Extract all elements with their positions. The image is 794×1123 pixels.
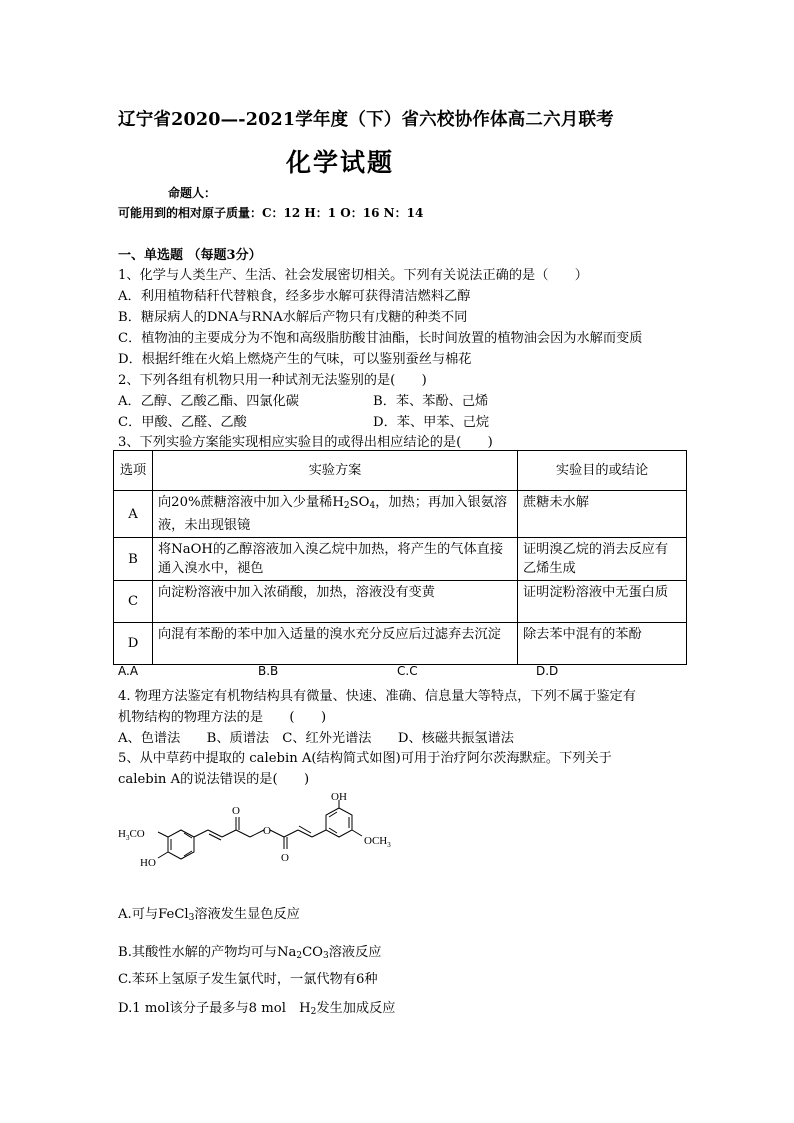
q5-option-c: C.苯环上氢原子发生氯代时，一氯代物有6种 bbox=[118, 972, 378, 987]
row-option: B bbox=[114, 538, 153, 581]
q5-stem-line1: 5、从中草药中提取的 calebin A(结构简式如图)可用于治疗阿尔茨海默症。下列关于 bbox=[118, 751, 612, 766]
q1-option-c: C．植物油的主要成分为不饱和高级脂肪酸甘油酯，长时间放置的植物油会因为水解而变质 bbox=[118, 331, 643, 346]
header-goal: 实验目的或结论 bbox=[518, 451, 687, 491]
q3-answer-d: D.D bbox=[536, 664, 559, 678]
ketone-oxygen-label: O bbox=[232, 805, 240, 817]
atomic-masses: 可能用到的相对原子质量：C：12 H：1 O：16 N：14 bbox=[118, 206, 424, 220]
calebin-a-structure bbox=[118, 792, 428, 892]
row-goal: 蔗糖未水解 bbox=[518, 491, 687, 538]
header-plan: 实验方案 bbox=[153, 451, 518, 491]
q4-options: A、色谱法 B、质谱法 C、红外光谱法 D、核磁共振氢谱法 bbox=[118, 731, 514, 746]
q5-option-b: B.其酸性水解的产物均可与$Na_2CO_3$溶液反应 bbox=[118, 945, 382, 961]
author-label: 命题人： bbox=[168, 186, 217, 200]
h3co-label: $H_3CO$ bbox=[118, 828, 145, 842]
q4-stem-line2: 机物结构的物理方法的是 ( ) bbox=[118, 710, 327, 725]
oh-label: OH bbox=[331, 792, 347, 803]
exam-title: 辽宁省2020—-2021学年度（下）省六校协作体高二六月联考 bbox=[118, 110, 614, 130]
q5-stem-line2: calebin A的说法错误的是( ) bbox=[118, 772, 310, 787]
q3-answer-c: C.C bbox=[397, 664, 418, 678]
ho-label: HO bbox=[140, 857, 156, 869]
row-plan: 将NaOH的乙醇溶液加入溴乙烷中加热，将产生的气体直接通入溴水中，褪色 bbox=[153, 538, 518, 581]
ester-oxygen-label: O bbox=[263, 825, 271, 837]
q2-option-a: A．乙醇、乙酸乙酯、四氯化碳 bbox=[118, 394, 299, 409]
table-row bbox=[114, 581, 687, 623]
q1-stem: 1、化学与人类生产、生活、社会发展密切相关。下列有关说法正确的是（ ） bbox=[118, 268, 588, 283]
q2-option-d: D．苯、甲苯、己烷 bbox=[373, 415, 490, 430]
carbonyl-oxygen-label: O bbox=[281, 852, 289, 864]
q1-option-d: D．根据纤维在火焰上燃烧产生的气味，可以鉴别蚕丝与棉花 bbox=[118, 352, 472, 367]
q3-answer-b: B.B bbox=[258, 664, 279, 678]
q4-stem-line1: 4. 物理方法鉴定有机物结构具有微量、快速、准确、信息量大等特点，下列不属于鉴定有 bbox=[118, 689, 636, 704]
section-heading: 一、单选题 （每题3分） bbox=[118, 248, 262, 263]
table-row bbox=[114, 491, 687, 538]
header-option: 选项 bbox=[114, 451, 153, 491]
q2-stem: 2、下列各组有机物只用一种试剂无法鉴别的是( ) bbox=[118, 373, 427, 388]
q2-option-c: C．甲酸、乙醛、乙酸 bbox=[118, 415, 247, 430]
q3-stem: 3、下列实验方案能实现相应实验目的或得出相应结论的是( ) bbox=[118, 435, 493, 450]
q5-option-d: D.1 mol该分子最多与8 mol $H_2$发生加成反应 bbox=[118, 1001, 396, 1017]
q5-option-a: A.可与FeCl$_3$溶液发生显色反应 bbox=[118, 907, 300, 923]
experiment-table bbox=[113, 450, 687, 665]
row-option: C bbox=[114, 581, 153, 623]
q1-option-b: B．糖尿病人的DNA与RNA水解后产物只有戊糖的种类不同 bbox=[118, 310, 468, 325]
table-header-row bbox=[114, 451, 687, 491]
row-plan: 向混有苯酚的苯中加入适量的溴水充分反应后过滤弃去沉淀 bbox=[153, 623, 518, 665]
och3-label: $OCH_3$ bbox=[364, 835, 391, 849]
q2-option-b: B．苯、苯酚、己烯 bbox=[373, 394, 489, 409]
q3-answer-a: A.A bbox=[118, 664, 139, 678]
row-option: A bbox=[114, 491, 153, 538]
subject-title: 化学试题 bbox=[286, 148, 395, 177]
table-row bbox=[114, 538, 687, 581]
q1-option-a: A．利用植物秸秆代替粮食，经多步水解可获得清洁燃料乙醇 bbox=[118, 289, 471, 304]
row-option: D bbox=[114, 623, 153, 665]
row-plan: 向淀粉溶液中加入浓硝酸，加热，溶液没有变黄 bbox=[153, 581, 518, 623]
row-goal: 证明淀粉溶液中无蛋白质 bbox=[518, 581, 687, 623]
row-goal: 证明溴乙烷的消去反应有乙烯生成 bbox=[518, 538, 687, 581]
table-row bbox=[114, 623, 687, 665]
row-goal: 除去苯中混有的苯酚 bbox=[518, 623, 687, 665]
row-plan: 向20%蔗糖溶液中加入少量稀$H_2SO_4$，加热；再加入银氨溶液，未出现银镜 bbox=[153, 491, 518, 538]
